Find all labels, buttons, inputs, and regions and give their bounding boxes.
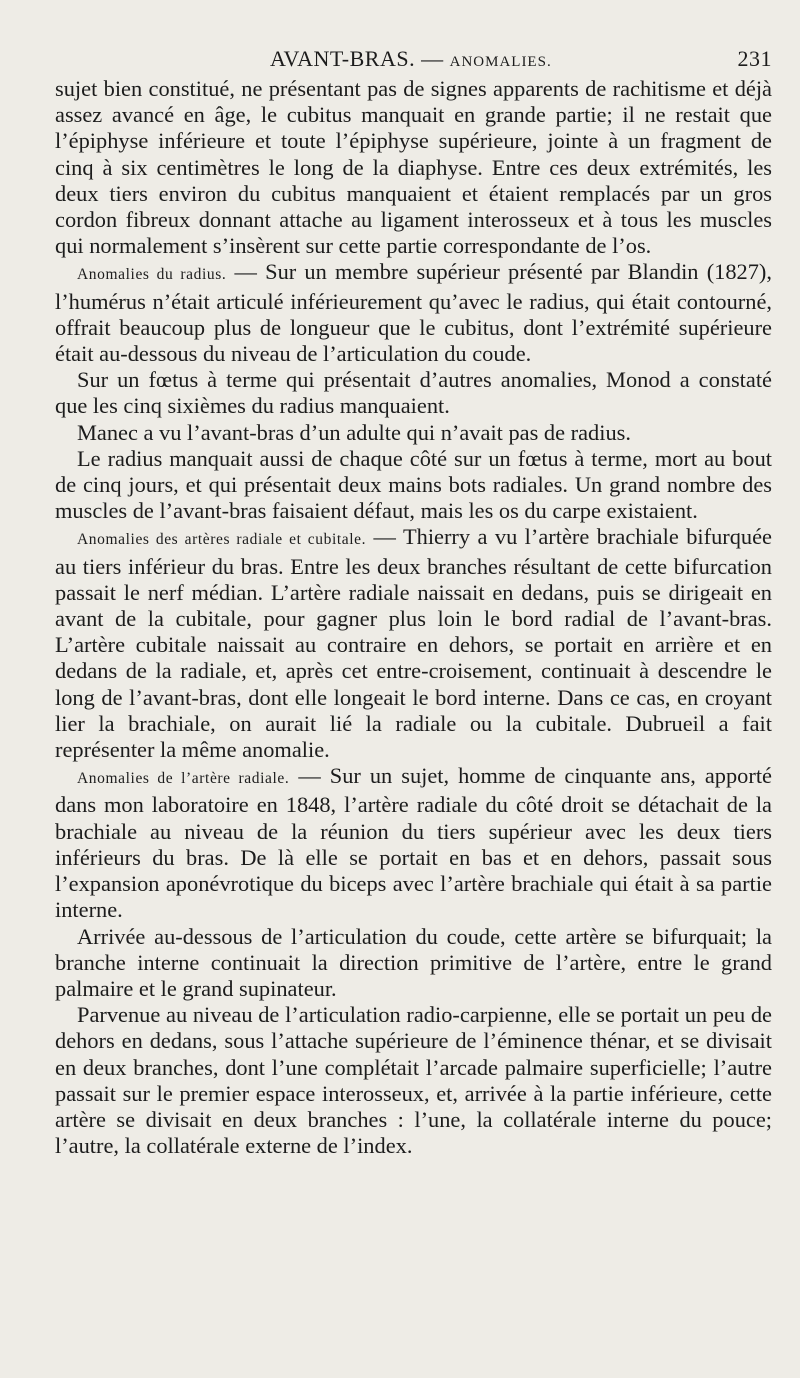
paragraph-2 [55,259,772,367]
paragraph-3 [55,367,772,419]
paragraph-text: — Thierry a vu l’artère brachiale bifurquée au tiers inférieur du bras. Entre les deux branches résultant de cette bifurcation passait le nerf médian. L’artère radiale naissait en dedans, puis se dirigeait en avant de la cubitale, pour gagner plus loin le bord radial de l’avant-bras. L’artère cubitale naissait au contraire en dehors, se portait en arrière et en dedans de la radiale, et, après cet entre-croisement, continuait à descendre le long de l’avant-bras, dont elle longeait le bord interne. Dans ce cas, en croyant lier la brachiale, on aurait lié la radiale ou la cubitale. Dubrueil a fait représenter la même anomalie. [55,524,772,763]
header-title-main: AVANT-BRAS. — [270,46,444,71]
paragraph-text: Manec a vu l’avant-bras d’un adulte qui n’avait pas de radius. [77,419,631,445]
paragraph-text: — Sur un membre supérieur présenté par Blandin (1827), l’humérus n’était articulé inférieurement qu’avec le radius, qui était contourné, offrait beaucoup plus de longueur que le cubitus, dont l’extrémité supérieure était au-dessous du niveau de l’articulation du coude. [55,259,772,367]
section-heading-artere-radiale: Anomalies de l’artère radiale. [77,770,290,788]
paragraph-4 [55,420,772,446]
paragraph-9 [55,1002,772,1159]
paragraph-text: sujet bien constitué, ne présentant pas de signes apparents de rachitisme et déjà assez avancé en âge, le cubitus manquait en grande partie; il ne restait que l’épiphyse inférieure et toute l’épiphyse supérieure, jointe à un fragment de cinq à six centimètres le long de la diaphyse. Entre ces deux extrémités, les deux tiers environ du cubitus manquaient et étaient remplacés par un gros cordon fibreux donnant attache au ligament interosseux et à tous les muscles qui normalement s’insèrent sur cette partie correspondante de l’os. [55,76,772,259]
header-title [270,46,552,72]
paragraph-1 [55,76,772,259]
paragraph-7 [55,763,772,923]
body-text [55,76,772,1159]
page-number: 231 [737,46,772,71]
section-heading-radius: Anomalies du radius. [77,266,227,284]
paragraph-text: Arrivée au-dessous de l’articulation du coude, cette artère se bifurquait; la branche interne continuait la direction primitive de l’artère, entre le grand palmaire et le grand supinateur. [55,923,772,1001]
paragraph-5 [55,446,772,525]
section-heading-arteres: Anomalies des artères radiale et cubitale. [77,531,367,549]
paragraph-text: Le radius manquait aussi de chaque côté sur un fœtus à terme, mort au bout de cinq jours, et qui présentait deux mains bots radiales. Un grand nombre des muscles de l’avant-bras faisaient défaut, mais les os du carpe existaient. [55,445,772,524]
paragraph-text: Sur un fœtus à terme qui présentait d’autres anomalies, Monod a constaté que les cinq sixièmes du radius manquaient. [55,367,772,419]
paragraph-8 [55,924,772,1003]
header-title-sub: ANOMALIES. [449,54,552,70]
paragraph-text: — Sur un sujet, homme de cinquante ans, apporté dans mon laboratoire en 1848, l’artère radiale du côté droit se détachait de la brachiale au niveau de la réunion du tiers supérieur avec les deux tiers inférieurs du bras. De là elle se portait en bas et en dehors, passait sous l’expansion aponévrotique du biceps avec l’artère brachiale qui était à sa partie interne. [55,763,772,923]
paragraph-6 [55,524,772,763]
running-header [55,46,772,76]
paragraph-text: Parvenue au niveau de l’articulation radio-carpienne, elle se portait un peu de dehors en dedans, sous l’attache supérieure de l’éminence thénar, et se divisait en deux branches, dont l’une complétait l’arcade palmaire superficielle; l’autre passait sur le premier espace interosseux, et, arrivée à la partie inférieure, cette artère se divisait en deux branches : l’une, la collatérale interne du pouce; l’autre, la collatérale externe de l’index. [55,1002,772,1159]
